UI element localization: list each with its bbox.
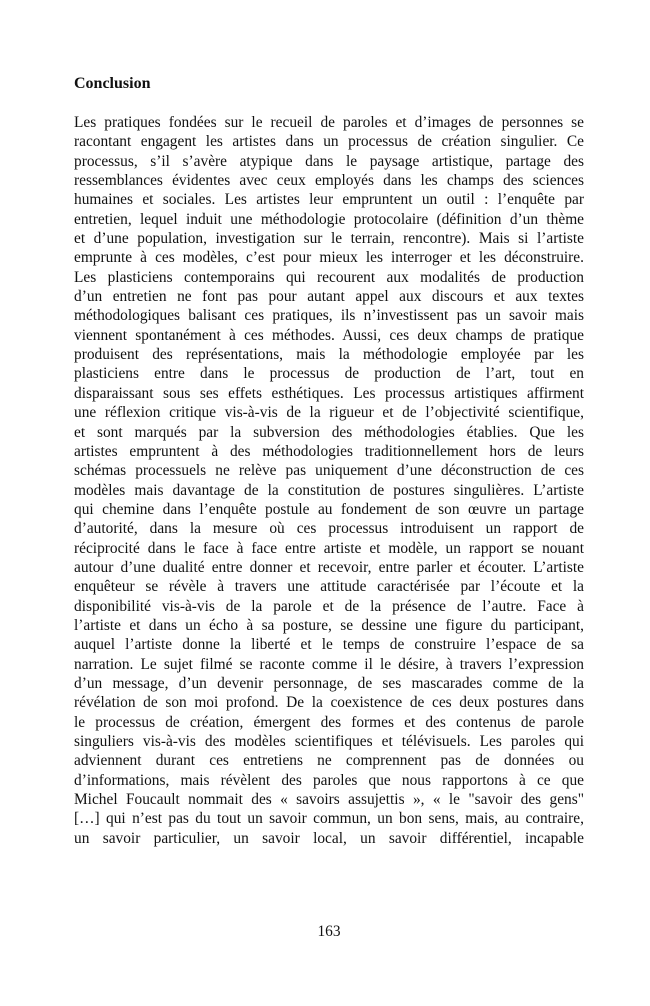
text-line: narration. Le sujet filmé se raconte comme il le désire, à travers l’expression [74, 655, 584, 673]
section-heading: Conclusion [74, 75, 151, 92]
text-line: Michel Foucault nommait des « savoirs assujettis », « le "savoir des gens" [74, 791, 584, 809]
text-line: disparaissant sous ses effets esthétiques. Les processus artistiques affirment [74, 384, 584, 402]
text-line: plasticiens entre dans le processus de production de l’art, tout en [74, 365, 584, 383]
text-line: d’un message, d’un devenir personnage, de ses mascarades comme de la [74, 674, 584, 692]
text-line: et sont marqués par la subversion des méthodologies établies. Que les [74, 423, 584, 441]
text-line: un savoir particulier, un savoir local, un savoir différentiel, incapable [74, 829, 584, 847]
text-line: humaines et sociales. Les artistes leur empruntent un outil : l’enquête par [74, 191, 584, 209]
text-line: schémas processuels ne relève pas uniquement d’une déconstruction de ces [74, 462, 584, 480]
text-line: emprunte à ces modèles, c’est pour mieux les interroger et les déconstruire. [74, 249, 584, 267]
text-line: disponibilité vis-à-vis de la parole et de la présence de l’autre. Face à [74, 597, 584, 615]
body-paragraph [74, 113, 584, 848]
text-line: ressemblances évidentes avec ceux employés dans les champs des sciences [74, 172, 584, 190]
text-line: et d’une population, investigation sur le terrain, rencontre). Mais si l’artiste [74, 230, 584, 248]
text-line: réciprocité dans le face à face entre artiste et modèle, un rapport se nouant [74, 539, 584, 557]
text-line: révélation de son moi profond. De la coexistence de ces deux postures dans [74, 694, 584, 712]
text-line: enquêteur se révèle à travers une attitude caractérisée par l’écoute et la [74, 578, 584, 596]
text-line: viennent spontanément à ces méthodes. Aussi, ces deux champs de pratique [74, 326, 584, 344]
page-number: 163 [317, 923, 341, 940]
text-line: racontant engagent les artistes dans un processus de création singulier. Ce [74, 133, 584, 151]
text-line: singuliers vis-à-vis des modèles scientifiques et télévisuels. Les paroles qui [74, 733, 584, 750]
text-line: le processus de création, émergent des formes et des contenus de parole [74, 713, 584, 731]
text-line: méthodologiques balisant ces pratiques, ils n’investissent pas un savoir mais [74, 307, 584, 325]
text-line: Les pratiques fondées sur le recueil de paroles et d’images de personnes se [74, 114, 584, 131]
document-page [74, 0, 584, 1006]
text-line: auquel l’artiste donne la liberté et le temps de construire l’espace de sa [74, 636, 584, 654]
text-line: autour d’une dualité entre donner et recevoir, entre parler et écouter. L’artiste [74, 558, 584, 576]
text-line: […] qui n’est pas du tout un savoir commun, un bon sens, mais, au contraire, [74, 810, 584, 828]
text-line: d’informations, mais révèlent des paroles que nous rapportons à ce que [74, 771, 584, 789]
text-line: d’autorité, dans la mesure où ces processus introduisent un rapport de [74, 520, 584, 538]
text-line: l’artiste et dans un écho à sa posture, se dessine une figure du participant, [74, 616, 584, 634]
text-line: processus, s’il s’avère atypique dans le paysage artistique, partage des [74, 152, 584, 170]
text-line: d’un entretien ne font pas pour autant appel aux discours et aux textes [74, 288, 584, 306]
text-line: entretien, lequel induit une méthodologie protocolaire (définition d’un thème [74, 210, 584, 228]
text-line: une réflexion critique vis-à-vis de la rigueur et de l’objectivité scientifique, [74, 404, 584, 422]
text-line: Les plasticiens contemporains qui recourent aux modalités de production [74, 268, 584, 286]
text-line: artistes empruntent à des méthodologies traditionnellement hors de leurs [74, 442, 584, 460]
text-line: qui chemine dans l’enquête postule au fondement de son œuvre un partage [74, 500, 584, 518]
text-line: modèles mais davantage de la constitution de postures singulières. L’artiste [74, 481, 584, 499]
text-line: produisent des représentations, mais la méthodologie employée par les [74, 346, 584, 364]
text-line: adviennent durant ces entretiens ne comprennent pas de données ou [74, 752, 584, 770]
